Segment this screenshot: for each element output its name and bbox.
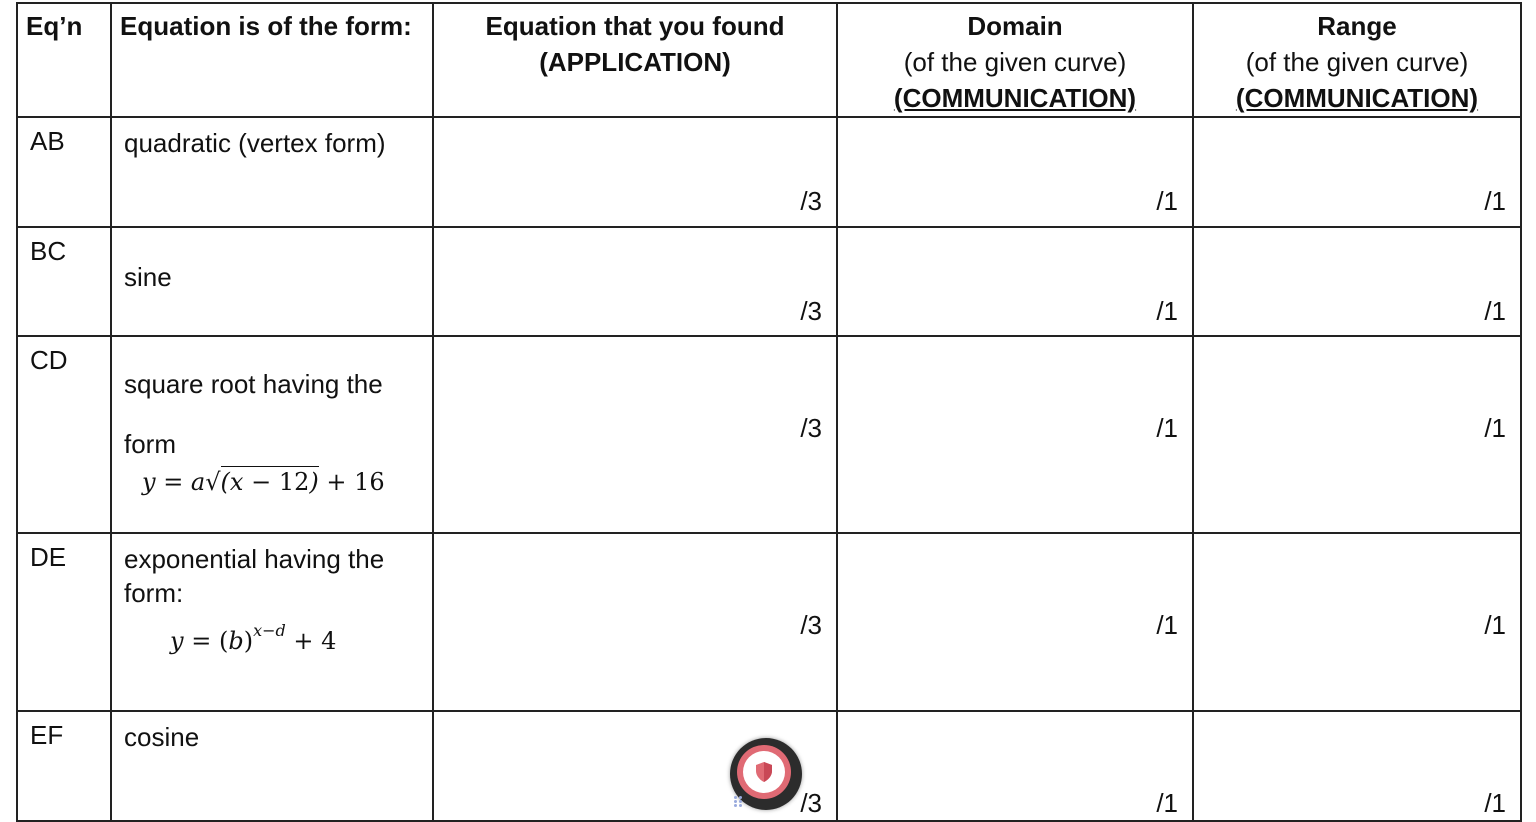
domain-cell[interactable] [837,117,1193,227]
header-range-sub: (of the given curve) [1245,47,1469,77]
header-equation-title: Equation that you found [485,11,785,41]
row-form-line2: form [124,429,176,459]
exp-formula: $y = (b)^{x-d} + 4$ [170,621,337,655]
domain-cell[interactable] [837,336,1193,533]
score-equation: /3 [800,610,822,640]
score-equation: /3 [800,296,822,326]
table-row [17,117,1521,227]
row-eq-label: AB [17,117,111,227]
score-range: /1 [1484,186,1506,216]
equation-cell[interactable] [433,533,837,711]
range-cell[interactable] [1193,533,1521,711]
header-row [17,3,1521,117]
row-eq-label: DE [17,533,111,711]
row-eq-label: CD [17,336,111,533]
score-domain: /1 [1156,296,1178,326]
score-equation: /3 [800,788,822,818]
shield-icon [754,761,774,783]
score-range: /1 [1484,413,1506,443]
domain-cell[interactable] [837,711,1193,821]
badge-ring [737,745,791,799]
equation-cell[interactable] [433,117,837,227]
header-equation-sub: (APPLICATION) [539,47,731,77]
header-domain [837,3,1193,117]
badge-inner [743,751,785,793]
header-range [1193,3,1521,117]
header-domain-comm: (COMMUNICATION) [893,83,1137,113]
score-domain: /1 [1156,186,1178,216]
header-eqn: Eq’n [17,3,111,117]
score-domain: /1 [1156,610,1178,640]
row-form: quadratic (vertex form) [111,117,433,227]
header-range-title: Range [1317,11,1397,41]
row-form-line2: form: [124,578,184,608]
row-eq-label: BC [17,227,111,336]
table-row [17,227,1521,336]
sqrt-formula: y = a√(x − 12) + 16 [142,468,385,496]
header-form: Equation is of the form: [111,3,433,117]
score-equation: /3 [800,413,822,443]
table-row [17,336,1521,533]
range-cell[interactable] [1193,336,1521,533]
score-range: /1 [1484,788,1506,818]
score-range: /1 [1484,610,1506,640]
score-range: /1 [1484,296,1506,326]
range-cell[interactable] [1193,117,1521,227]
header-domain-title: Domain [967,11,1063,41]
table-row [17,533,1521,711]
row-eq-label: EF [17,711,111,821]
score-domain: /1 [1156,788,1178,818]
domain-cell[interactable] [837,227,1193,336]
rubric-table [16,2,1522,822]
drag-handle-icon[interactable] [734,796,744,808]
row-form [111,533,433,711]
range-cell[interactable] [1193,711,1521,821]
row-form: sine [111,227,433,336]
header-equation [433,3,837,117]
row-form: cosine [111,711,433,821]
row-form-line1: square root having the [124,369,383,399]
header-range-comm: (COMMUNICATION) [1235,83,1479,113]
row-form [111,336,433,533]
score-equation: /3 [800,186,822,216]
range-cell[interactable] [1193,227,1521,336]
row-form-line1: exponential having the [124,544,385,574]
score-domain: /1 [1156,413,1178,443]
equation-cell[interactable] [433,227,837,336]
header-domain-sub: (of the given curve) [903,47,1127,77]
equation-cell[interactable] [433,336,837,533]
domain-cell[interactable] [837,533,1193,711]
